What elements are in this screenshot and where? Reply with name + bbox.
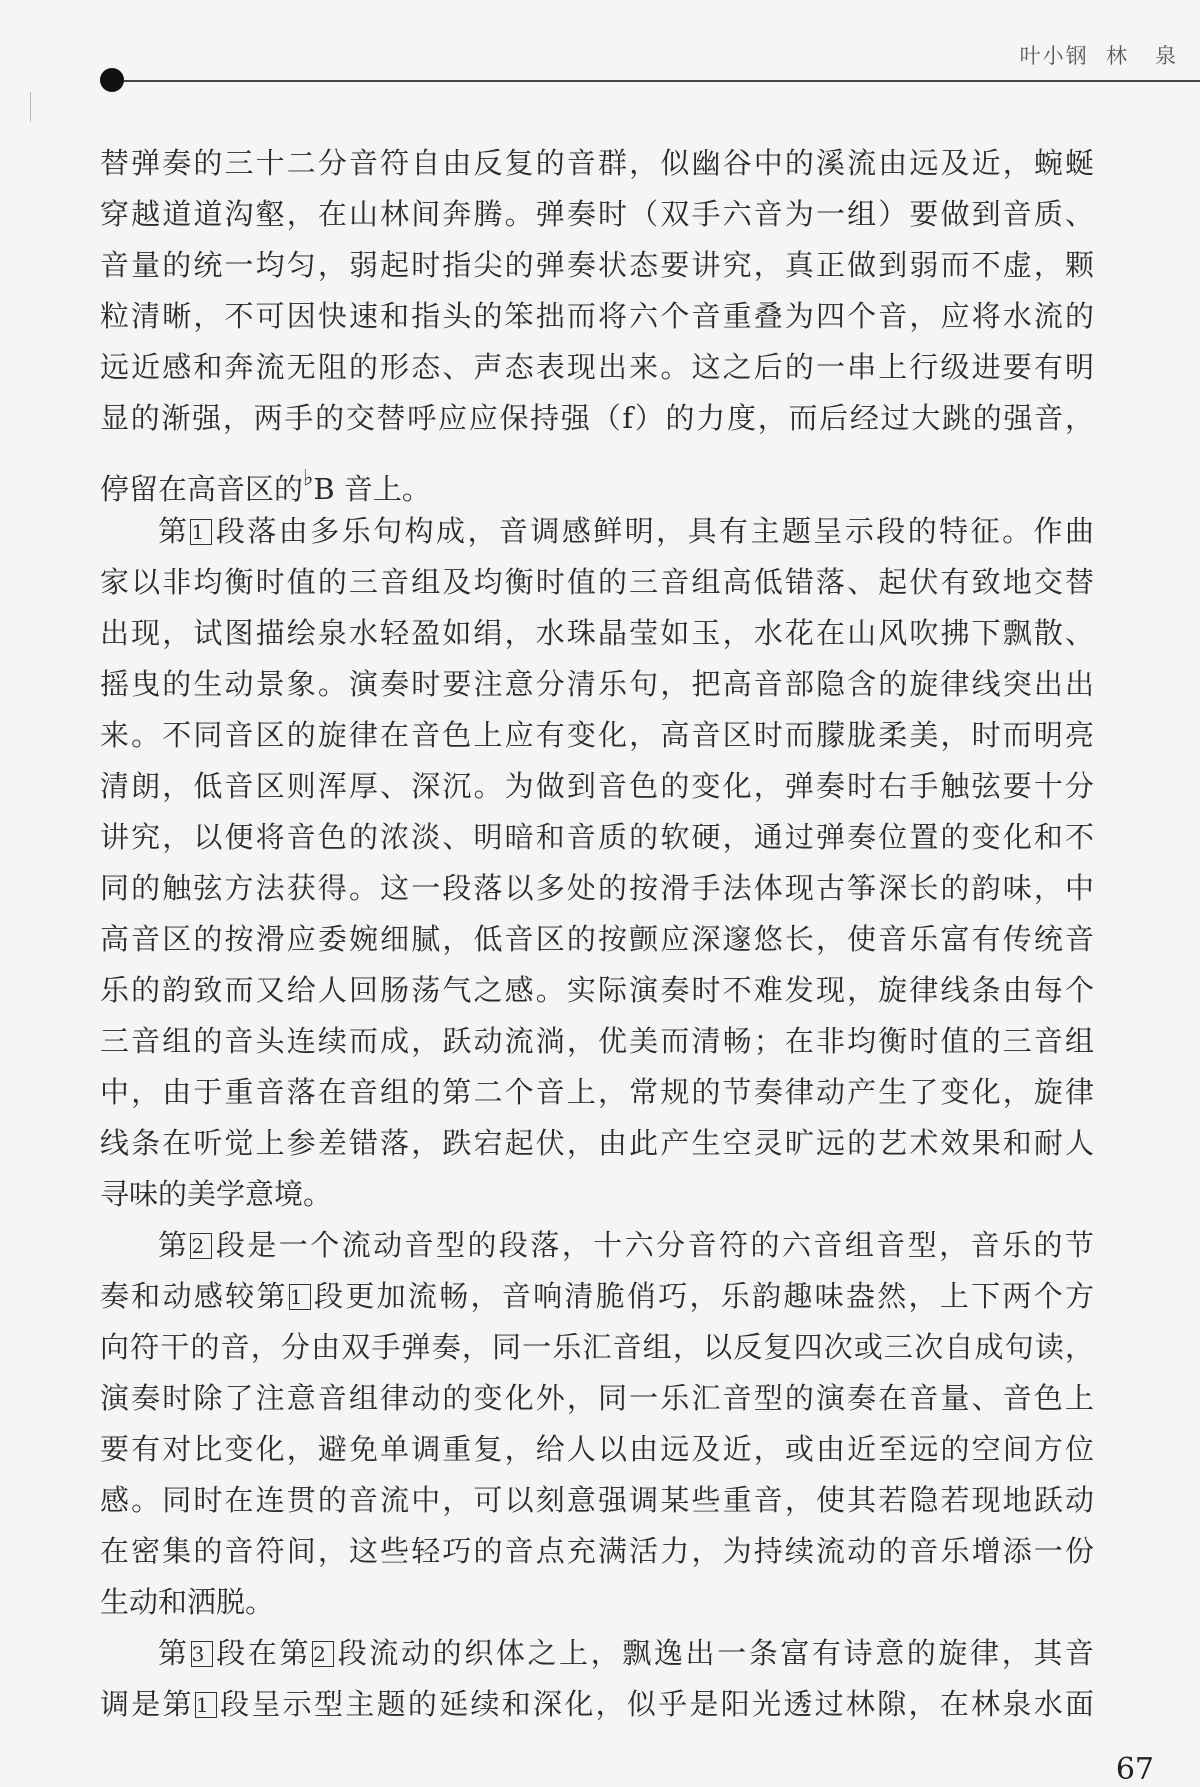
- text-line: 寻味的美学意境。: [100, 1177, 333, 1211]
- text-line: 演奏时除了注意音组律动的变化外，同一乐汇音型的演奏在音量、音色上: [100, 1381, 1094, 1415]
- text-line: 乐的韵致而又给人回肠荡气之感。实际演奏时不难发现，旋律线条由每个: [100, 973, 1094, 1007]
- text-line: [100, 506, 1094, 557]
- body-text: [100, 138, 1094, 1730]
- section-number-box: 1: [289, 1284, 311, 1310]
- text-line: 讲究，以便将音色的浓淡、明暗和音质的软硬，通过弹奏位置的变化和不: [100, 820, 1094, 854]
- text-line: 显的渐强，两手的交替呼应应保持强（f）的力度，而后经过大跳的强音，: [100, 401, 1094, 435]
- text-line: 清朗，低音区则浑厚、深沉。为做到音色的变化，弹奏时右手触弦要十分: [100, 769, 1094, 803]
- text-run: 段是一个流动音型的段落，十六分音符的六音组音型，音乐的节: [213, 1228, 1094, 1262]
- text-run: 段更加流畅，音响清脆俏巧，乐韵趣味盎然，上下两个方: [311, 1279, 1094, 1313]
- header-bullet-dot: [100, 68, 124, 92]
- section-number-box: 2: [190, 1233, 212, 1259]
- text-line: [100, 1679, 1094, 1730]
- text-run: 段在第: [213, 1636, 312, 1670]
- running-head: 叶小钢 林 泉: [1019, 44, 1178, 68]
- text-line: 高音区的按滑应委婉细腻，低音区的按颤应深邃悠长，使音乐富有传统音: [100, 922, 1094, 956]
- text-run: 段流动的织体之上，飘逸出一条富有诗意的旋律，其音: [335, 1636, 1094, 1670]
- text-line: 家以非均衡时值的三音组及均衡时值的三音组高低错落、起伏有致地交替: [100, 565, 1094, 599]
- text-line: 同的触弦方法获得。这一段落以多处的按滑手法体现古筝深长的韵味，中: [100, 871, 1094, 905]
- text-line: 要有对比变化，避免单调重复，给人以由远及近，或由近至远的空间方位: [100, 1432, 1094, 1466]
- text-line: 替弹奏的三十二分音符自由反复的音群，似幽谷中的溪流由远及近，蜿蜒: [100, 146, 1094, 180]
- text-line: [100, 1271, 1094, 1322]
- text-run: 停留在高音区的: [100, 472, 304, 506]
- text-run: 段落由多乐句构成，音调感鲜明，具有主题呈示段的特征。作曲: [213, 514, 1094, 548]
- flat-sign: ♭: [303, 466, 314, 491]
- text-run: 第: [158, 1636, 190, 1670]
- text-line: 音量的统一均匀，弱起时指尖的弹奏状态要讲究，真正做到弱而不虚，颗: [100, 248, 1094, 282]
- text-run: B 音上。: [313, 472, 431, 506]
- header-rule: [108, 80, 1200, 82]
- text-run: 第: [158, 514, 190, 548]
- text-line: 出现，试图描绘泉水轻盈如绢，水珠晶莹如玉，水花在山风吹拂下飘散、: [100, 616, 1094, 650]
- text-run: 奏和动感较第: [100, 1279, 288, 1313]
- text-run: 段呈示型主题的延续和深化，似乎是阳光透过林隙，在林泉水面: [217, 1687, 1094, 1721]
- text-line: [100, 1220, 1094, 1271]
- margin-mark: [30, 92, 31, 122]
- text-line: 感。同时在连贯的音流中，可以刻意强调某些重音，使其若隐若现地跃动: [100, 1483, 1094, 1517]
- text-line: 远近感和奔流无阻的形态、声态表现出来。这之后的一串上行级进要有明: [100, 350, 1094, 384]
- text-line: [100, 1628, 1094, 1679]
- text-line: 穿越道道沟壑，在山林间奔腾。弹奏时（双手六音为一组）要做到音质、: [100, 197, 1094, 231]
- text-line: 来。不同音区的旋律在音色上应有变化，高音区时而朦胧柔美，时而明亮: [100, 718, 1094, 752]
- section-number-box: 1: [190, 519, 212, 545]
- page-number: 67: [1115, 1752, 1154, 1787]
- section-number-box: 1: [195, 1692, 217, 1718]
- text-line: 在密集的音符间，这些轻巧的音点充满活力，为持续流动的音乐增添一份: [100, 1534, 1094, 1568]
- section-number-box: 3: [191, 1641, 213, 1667]
- text-line: 生动和洒脱。: [100, 1585, 275, 1619]
- text-line: 三音组的音头连续而成，跃动流淌，优美而清畅；在非均衡时值的三音组: [100, 1024, 1094, 1058]
- text-line: 摇曳的生动景象。演奏时要注意分清乐句，把高音部隐含的旋律线突出出: [100, 667, 1094, 701]
- text-run: 调是第: [100, 1687, 194, 1721]
- text-line: 中，由于重音落在音组的第二个音上，常规的节奏律动产生了变化，旋律: [100, 1075, 1094, 1109]
- text-line: 线条在听觉上参差错落，跌宕起伏，由此产生空灵旷远的艺术效果和耐人: [100, 1126, 1094, 1160]
- text-line: 粒清晰，不可因快速和指头的笨拙而将六个音重叠为四个音，应将水流的: [100, 299, 1094, 333]
- section-number-box: 2: [312, 1641, 334, 1667]
- text-line: 向符干的音，分由双手弹奏，同一乐汇音组，以反复四次或三次自成句读，: [100, 1330, 1094, 1364]
- text-line: [100, 444, 1094, 506]
- text-run: 第: [158, 1228, 190, 1262]
